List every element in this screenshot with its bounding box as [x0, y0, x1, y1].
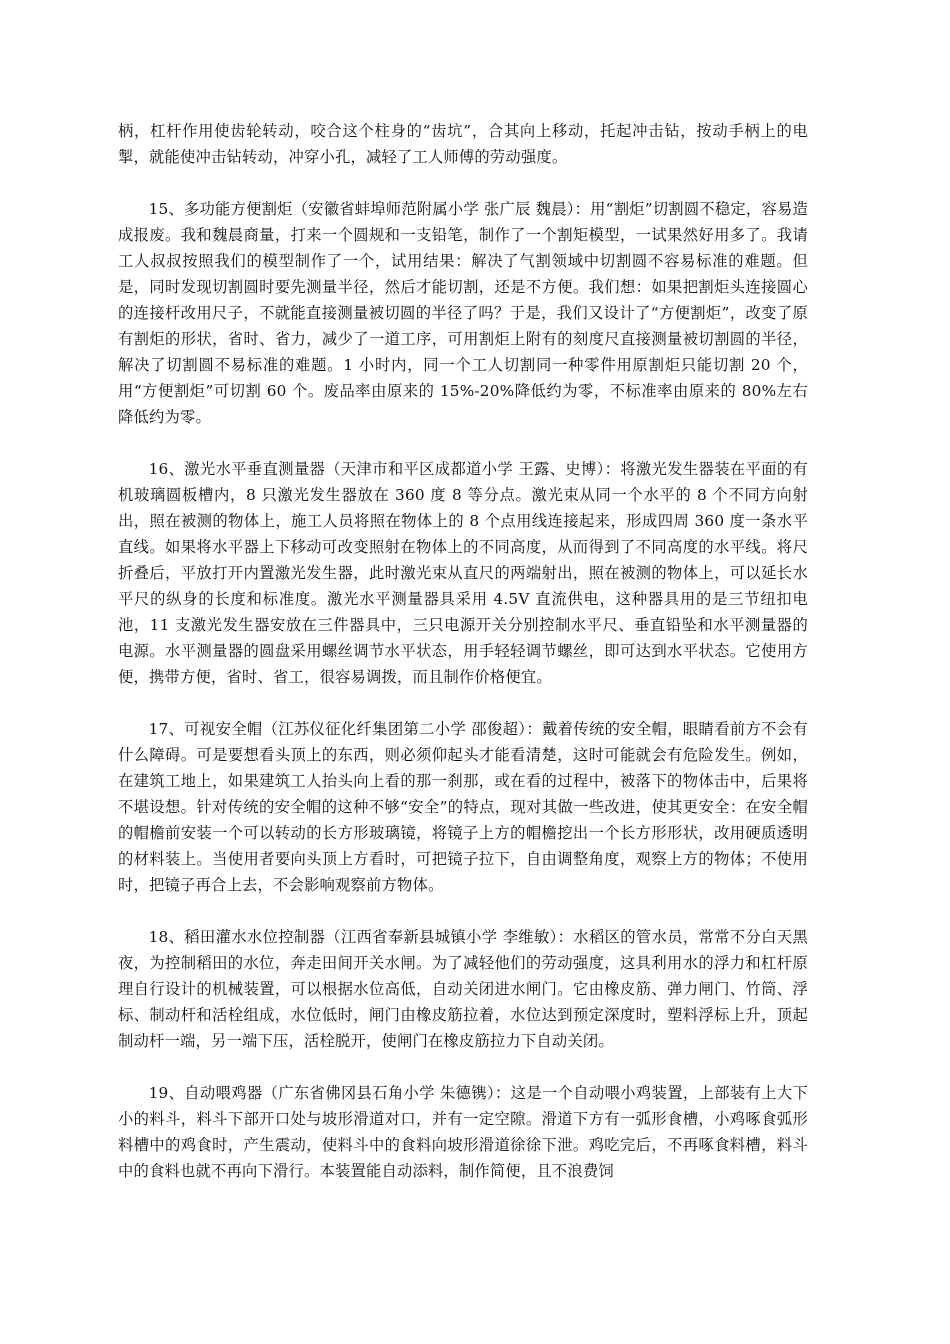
document-body [118, 118, 808, 1210]
paragraph-item-19: 19、自动喂鸡器（广东省佛冈县石角小学 朱德镌）：这是一个自动喂小鸡装置，上部装有上大下小的料斗，料斗下部开口处与坡形滑道对口，并有一定空隙。滑道下方有一弧形食槽，小鸡啄食弧形料槽中的鸡食时，产生震动，使料斗中的食料向坡形滑道徐徐下泄。鸡吃完后，不再啄食料槽，料斗中的食料也就不再向下滑行。本装置能自动添料，制作简便，且不浪费饲 [118, 1084, 808, 1180]
paragraph-item-15: 15、多功能方便割炬（安徽省蚌埠师范附属小学 张广辰 魏晨）：用“割炬”切割圆不稳定，容易造成报废。我和魏晨商量，打来一个圆规和一支铅笔，制作了一个割矩模型，一试果然好用多了。我请工人叔叔按照我们的模型制作了一个，试用结果：解决了气割领域中切割圆不容易标准的难题。但是，同时发现切割圆时要先测量半径，然后才能切割，还是不方便。我们想：如果把割炬头连接圆心的连接杆改用尺子，不就能直接测量被切圆的半径了吗？于是，我们又设计了“方便割炬”，改变了原有割炬的形状，省时、省力，减少了一道工序，可用割炬上附有的刻度尺直接测量被切割圆的半径，解决了切割圆不易标准的难题。1 小时内，同一个工人切割同一种零件用原割炬只能切割 20 个，用“方便割炬”可切割 60 个。废品率由原来的 15%-20%降低约为零，不标准率由原来的 80%左右降低约为零。 [118, 200, 808, 426]
paragraph-item-16: 16、激光水平垂直测量器（天津市和平区成都道小学 王露、史博）：将激光发生器装在平面的有机玻璃圆板槽内，8 只激光发生器放在 360 度 8 等分点。激光束从同一个水平的 8 个不同方向射出，照在被测的物体上，施工人员将照在物体上的 8 个点用线连接起来，形成四周 360 度一条水平直线。如果将水平器上下移动可改变照射在物体上的不同高度，从而得到了不同高度的水平线。将尺折叠后，平放打开内置激光发生器，此时激光束从直尺的两端射出，照在被测的物体上，可以延长水平尺的纵身的长度和标准度。激光水平测量器具采用 4.5V 直流供电，这种器具用的是三节纽扣电池，11 支激光发生器安放在三件器具中，三只电源开关分别控制水平尺、垂直铅坠和水平测量器的电源。水平测量器的圆盘采用螺丝调节水平状态，用手轻轻调节螺丝，即可达到水平状态。它使用方便，携带方便，省时、省工，很容易调拨，而且制作价格便宜。 [118, 460, 808, 686]
paragraph-continued: 柄，杠杆作用使齿轮转动，咬合这个柱身的“齿坑”，合其向上移动，托起冲击钻，按动手柄上的电掣，就能使冲击钻转动，冲穿小孔，减轻了工人师傅的劳动强度。 [118, 122, 808, 166]
paragraph-item-17: 17、可视安全帽（江苏仪征化纤集团第二小学 邵俊超）：戴着传统的安全帽，眼睛看前方不会有什么障碍。可是要想看头顶上的东西，则必须仰起头才能看清楚，这时可能就会有危险发生。例如，在建筑工地上，如果建筑工人抬头向上看的那一刹那，或在看的过程中，被落下的物体击中，后果将不堪设想。针对传统的安全帽的这种不够“安全”的特点，现对其做一些改进，使其更安全：在安全帽的帽檐前安装一个可以转动的长方形玻璃镜，将镜子上方的帽檐挖出一个长方形形状，改用硬质透明的材料装上。当使用者要向头顶上方看时，可把镜子拉下，自由调整角度，观察上方的物体；不使用时，把镜子再合上去，不会影响观察前方物体。 [118, 720, 808, 894]
paragraph-item-18: 18、稻田灌水水位控制器（江西省奉新县城镇小学 李维敏）：水稻区的管水员，常常不分白天黑夜，为控制稻田的水位，奔走田间开关水闸。为了减轻他们的劳动强度，这具利用水的浮力和杠杆原理自行设计的机械装置，可以根据水位高低，自动关闭进水闸门。它由橡皮筋、弹力闸门、竹筒、浮标、制动杆和活栓组成，水位低时，闸门由橡皮筋拉着，水位达到预定深度时，塑料浮标上升，顶起制动杆一端，另一端下压，活栓脱开，使闸门在橡皮筋拉力下自动关闭。 [118, 928, 808, 1050]
